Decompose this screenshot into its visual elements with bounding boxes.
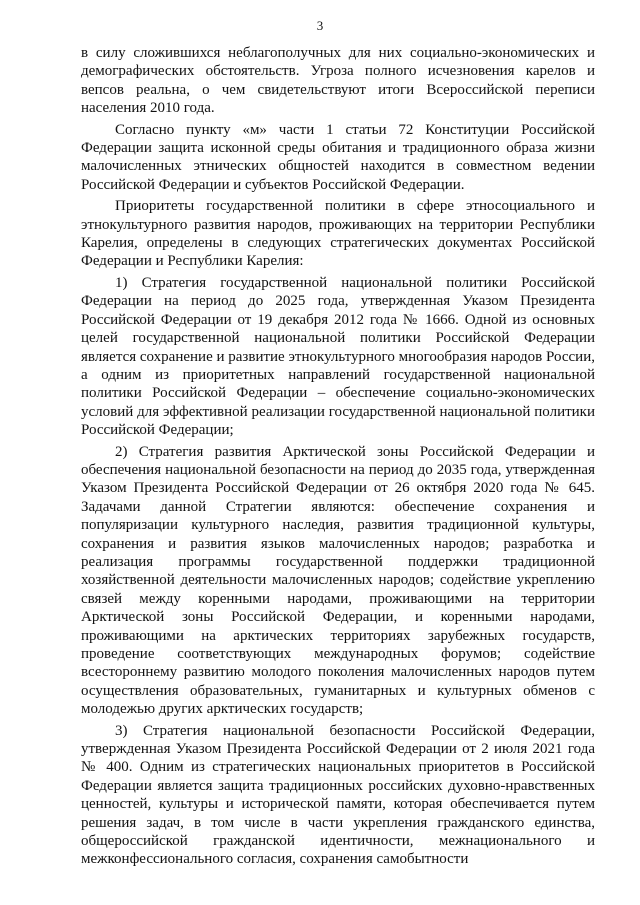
paragraph-priorities: Приоритеты государственной политики в сфере этносоциального и этнокультурного развития народов, проживающих на территории Республики Карелия, определены в следующих стратегических документах Российской Федерации и Республики Карелия:	[81, 198, 595, 270]
list-item-strategy-3: 3) Стратегия национальной безопасности Российской Федерации, утвержденная Указом Президента Российской Федерации от 2 июля 2021 года № 400. Одним из стратегических национальных приоритетов в Российской Федерации является защита традиционных российских духовно-нравственных ценностей, культуры и исторической памяти, которая обеспечивается путем решения задач, в том числе в части укрепления гражданского единства, общероссийской гражданской идентичности, межнационального и межконфессионального согласия, сохранения самобытности	[81, 722, 595, 868]
paragraph-constitution: Согласно пункту «м» части 1 статьи 72 Конституции Российской Федерации защита исконной среды обитания и традиционного образа жизни малочисленных этнических общностей находится в совместном ведении Российской Федерации и субъектов Российской Федерации.	[81, 121, 595, 193]
document-body	[81, 44, 595, 869]
list-item-strategy-2: 2) Стратегия развития Арктической зоны Российской Федерации и обеспечения национальной безопасности на период до 2035 года, утвержденная Указом Президента Российской Федерации от 26 октября 2020 года № 645. Задачами данной Стратегии являются: обеспечение сохранения и популяризации культурного наследия, развития традиционной культуры, сохранения и развития языков малочисленных народов; разработка и реализация программы государственной поддержки традиционной хозяйственной деятельности малочисленных народов; содействие укреплению связей между коренными народами, проживающими на территории Арктической зоны Российской Федерации, и коренными народами, проживающими на арктических территориях зарубежных государств, проведение соответствующих международных форумов; содействие всестороннему развитию молодого поколения малочисленных народов путем осуществления образовательных, гуманитарных и культурных обменов с молодежью других арктических государств;	[81, 443, 595, 718]
paragraph-continuation: в силу сложившихся неблагополучных для них социально-экономических и демографических обстоятельств. Угроза полного исчезновения карелов и вепсов реальна, о чем свидетельствуют итоги Всероссийской переписи населения 2010 года.	[81, 45, 595, 117]
list-item-strategy-1: 1) Стратегия государственной национальной политики Российской Федерации на период до 2025 года, утвержденная Указом Президента Российской Федерации от 19 декабря 2012 года № 1666. Одной из основных целей государственной национальной политики Российской Федерации является сохранение и развитие этнокультурного многообразия народов России, а одним из приоритетных направлений государственной национальной политики Российской Федерации – обеспечение социально-экономических условий для эффективной реализации государственной национальной политики Российской Федерации;	[81, 274, 595, 439]
page-number: 3	[316, 18, 324, 33]
